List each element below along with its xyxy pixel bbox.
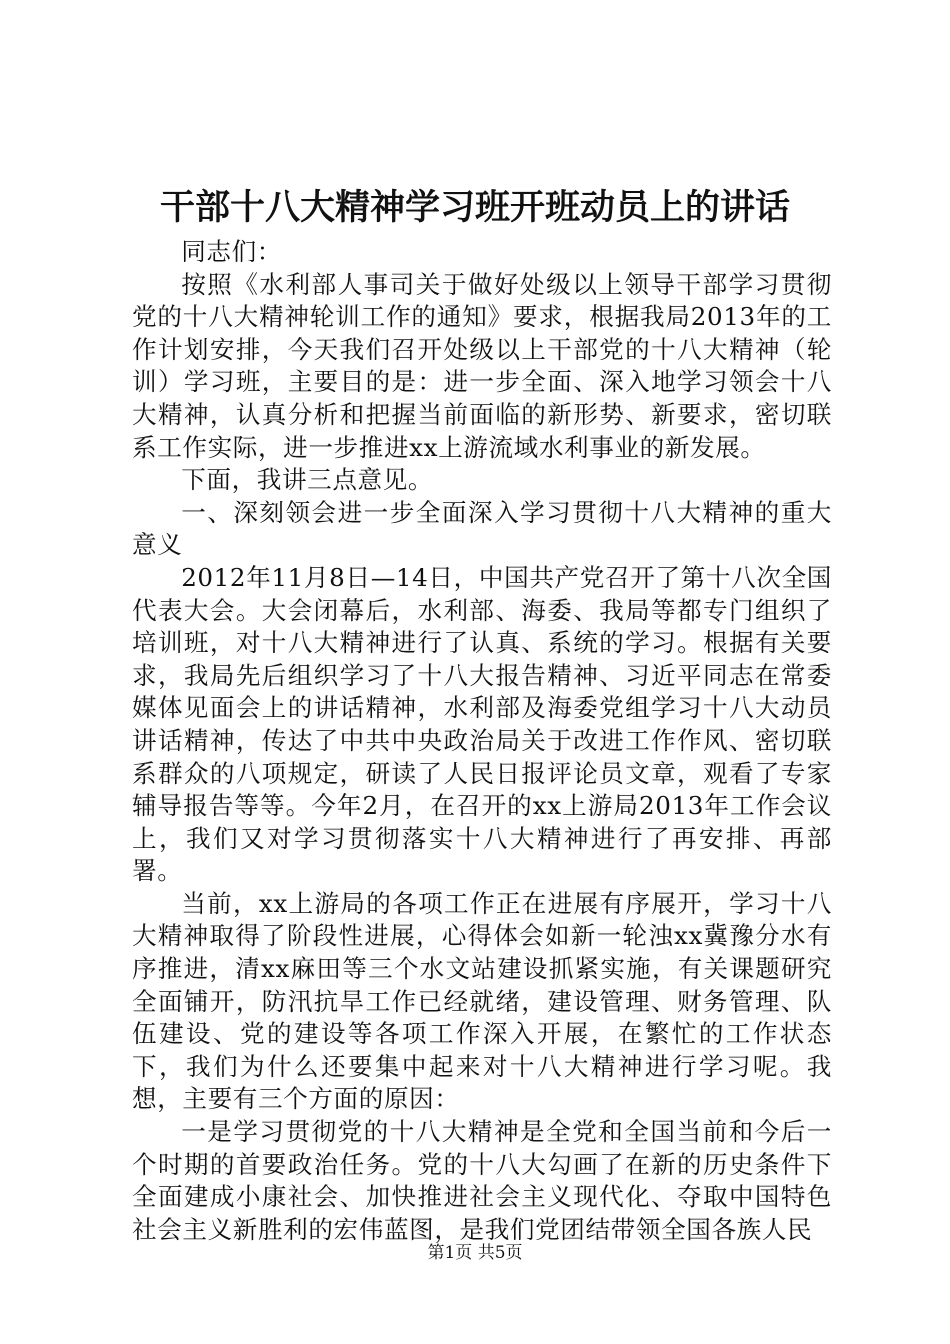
section-heading-1: 一、深刻领会进一步全面深入学习贯彻十八大精神的重大意义 [132, 497, 832, 560]
document-body [132, 236, 832, 1246]
paragraph-outline: 下面，我讲三点意见。 [181, 465, 434, 495]
paragraph-background: 2012年11月8日—14日，中国共产党召开了第十八次全国代表大会。大会闭幕后，水利部、海委、我局等都专门组织了培训班，对十八大精神进行了认真、系统的学习。根据有关要求，我局先后组织学习了十八大报告精神、习近平同志在常委媒体见面会上的讲话精神，水利部及海委党组学习十八大动员讲话精神，传达了中共中央政治局关于改进工作作风、密切联系群众的八项规定，研读了人民日报评论员文章，观看了专家辅导报告等等。今年2月，在召开的xx上游局2013年工作会议上，我们又对学习贯彻落实十八大精神进行了再安排、再部署。 [132, 562, 832, 886]
paragraph-current-work: 当前，xx上游局的各项工作正在进展有序展开，学习十八大精神取得了阶段性进展，心得体会如新一轮浊xx冀豫分水有序推进，清xx麻田等三个水文站建设抓紧实施，有关课题研究全面铺开，防汛抗旱工作已经就绪，建设管理、财务管理、队伍建设、党的建设等各项工作深入开展，在繁忙的工作状态下，我们为什么还要集中起来对十八大精神进行学习呢。我想，主要有三个方面的原因： [132, 888, 832, 1114]
page-number-footer: 第1页 共5页 [427, 1243, 523, 1263]
document-title: 干部十八大精神学习班开班动员上的讲话 [159, 187, 790, 228]
paragraph-salutation: 同志们： [181, 237, 282, 266]
paragraph-intro: 按照《水利部人事司关于做好处级以上领导干部学习贯彻党的十八大精神轮训工作的通知》要求，根据我局2013年的工作计划安排，今天我们召开处级以上干部党的十八大精神（轮训）学习班，主要目的是：进一步全面、深入地学习领会十八大精神，认真分析和把握当前面临的新形势、新要求，密切联系工作实际，进一步推进xx上游流域水利事业的新发展。 [132, 269, 832, 462]
paragraph-reason-1: 一是学习贯彻党的十八大精神是全党和全国当前和今后一个时期的首要政治任务。党的十八大勾画了在新的历史条件下全面建成小康社会、加快推进社会主义现代化、夺取中国特色社会主义新胜利的宏伟蓝图，是我们党团结带领全国各族人民 [132, 1117, 832, 1244]
